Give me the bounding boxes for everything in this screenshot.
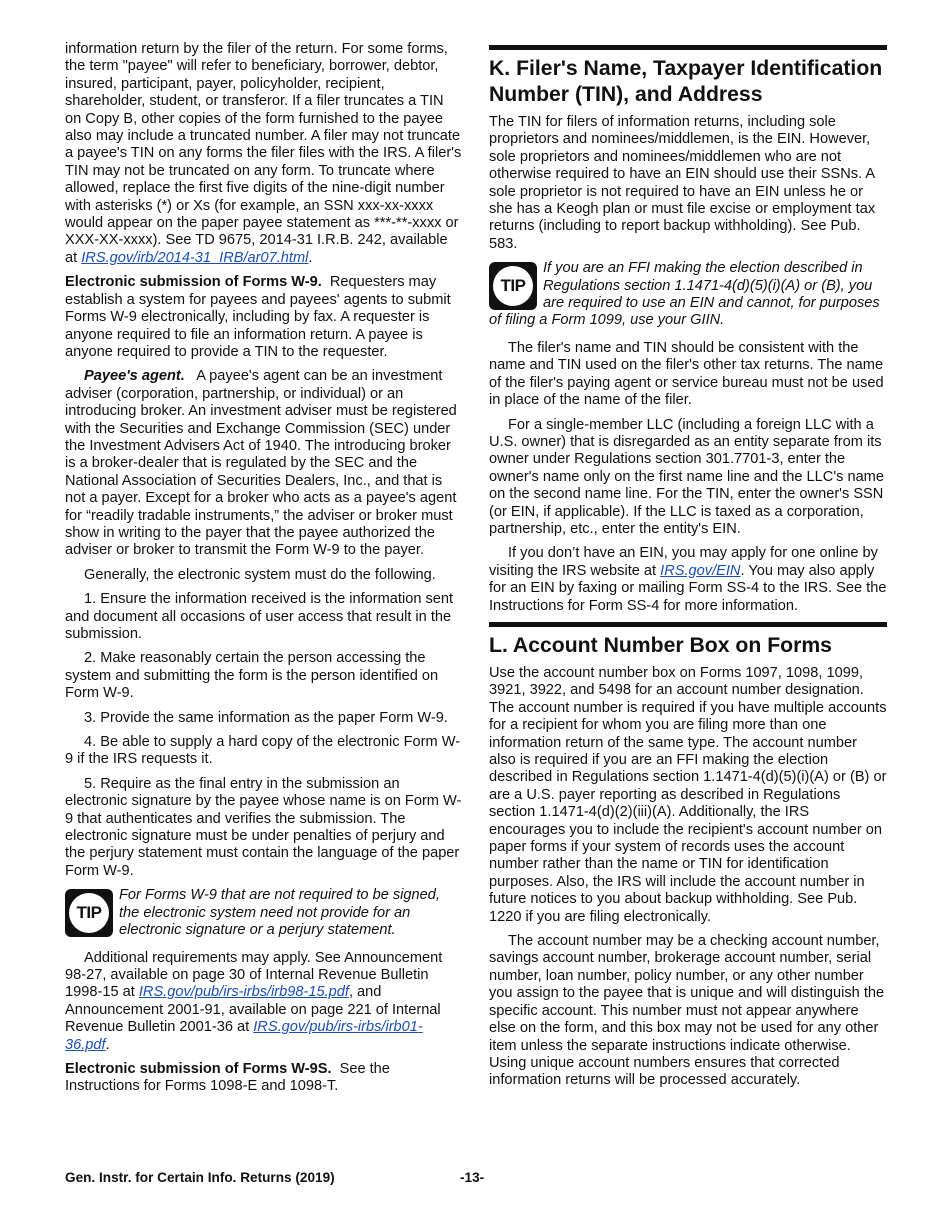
subhead-payees-agent: Payee's agent. [84, 368, 185, 385]
subhead-electronic-w9s: Electronic submission of Forms W-9S. [65, 1060, 332, 1077]
paragraph-payees-agent: Payee's agent. A payee's agent can be an investment adviser (corporation, partnership, or individual) or an introducing broker. An investment adviser must be registered with the Securities and Exchange Commission (SEC) under the Investment Advisers Act of 1940. The introducing broker is a broker-dealer that is regulated by the SEC and the National Association of Securities Dealers, Inc., and that is not a payer. Except for a broker who acts as a payee's agent for “readily tradable instruments,” the adviser or broker must show in writing to the payer that the payee authorized the adviser or broker to transmit the Form W-9 to the payer. [65, 368, 457, 559]
tip-icon: TIP [65, 889, 113, 937]
paragraph-system-requirements: Generally, the electronic system must do the following. [84, 566, 436, 583]
link-irb-2014-31[interactable]: IRS.gov/irb/2014-31_IRB/ar07.html [81, 249, 309, 266]
footer-title: Gen. Instr. for Certain Info. Returns (2019) [65, 1170, 335, 1185]
right-column [489, 41, 887, 1097]
paragraph-account-number-box: Use the account number box on Forms 1097, 1098, 1099, 3921, 3922, and 5498 for an account number designation. The account number is required if you have multiple accounts for a recipient for whom you are filing more than one information return of the same type. The account number also is required if you are an FFI making the election described in Regulations section 1.1471-4(d)(5)(i)(A) or (B) or are a U.S. payer reporting as described in Regulations section 1.1471-4(d)(2)(iii)(A). Additionally, the IRS encourages you to include the recipient's account number on paper forms if your system of records uses the account number rather than the name or TIN for identification purposes. Also, the IRS will include the account number in future notices to you about backup withholding. See Pub. 1220 if you are filing electronically. [489, 664, 887, 925]
paragraph-apply-ein: If you don’t have an EIN, you may apply for one online by visiting the IRS website at IRS.gov/EIN. You may also apply for an EIN by faxing or mailing Form SS-4 to the IRS. See the Instructions for Form SS-4 for more information. [489, 545, 887, 614]
link-irb01-36[interactable]: IRS.gov/pub/irs-irbs/irb01-36.pdf [65, 1019, 423, 1053]
list-item: 3. Provide the same information as the paper Form W-9. [84, 709, 448, 726]
paragraph-additional-requirements: Additional requirements may apply. See Announcement 98-27, available on page 30 of Internal Revenue Bulletin 1998-15 at IRS.gov/pub/irs-irbs/irb98-15.pdf, and Announcement 2001-91, available on page 221 of Internal Revenue Bulletin 2001-36 at IRS.gov/pub/irs-irbs/irb01-36.pdf. [65, 949, 443, 1053]
list-item: 2. Make reasonably certain the person accessing the system and submitting the form is the person identified on Form W-9. [65, 650, 439, 702]
list-item: 1. Ensure the information received is the information sent and document all occasions of user access that result in the submission. [65, 591, 454, 642]
paragraph-single-member-llc: For a single-member LLC (including a foreign LLC with a U.S. owner) that is disregarded as an entity separate from its owner under Regulations section 301.7701-3, enter the owner's name only on the first name line and the LLC's name on the second name line. For the TIN, enter the owner's SSN (or EIN, if applicable). If the LLC is taxed as a corporation, partnership, etc., enter the entity's EIN. [489, 416, 884, 537]
tip-box-w9 [65, 887, 463, 939]
tip-box-ffi [489, 260, 887, 330]
tip-icon: TIP [489, 262, 537, 310]
link-irs-ein[interactable]: IRS.gov/EIN [660, 562, 741, 579]
subhead-electronic-w9: Electronic submission of Forms W-9. [65, 274, 322, 291]
list-item: 5. Require as the final entry in the submission an electronic signature by the payee whose name is on Form W-9 that authenticates and verifies the submission. The electronic signature must be under penalties of perjury and the perjury statement must contain the language of the paper Form W-9. [65, 775, 462, 879]
heading-section-k: K. Filer's Name, Taxpayer Identification Number (TIN), and Address [489, 57, 883, 106]
left-column [65, 41, 463, 1103]
link-irb98-15[interactable]: IRS.gov/pub/irs-irbs/irb98-15.pdf [138, 984, 349, 1001]
page-number: -13- [460, 1170, 485, 1185]
paragraph-truncation: information return by the filer of the return. For some forms, the term "payee" will refer to beneficiary, borrower, debtor, insured, participant, payer, policyholder, recipient, shareholder, student, or transferor. If a filer truncates a TIN on Copy B, other copies of the form furnished to the payee also may include a truncated number. A filer may not truncate a payee's TIN on any forms the filer files with the IRS. A filer's TIN may not be truncated on any form. To truncate where allowed, replace the first five digits of the nine-digit number with asterisks (*) or Xs (for example, an SSN xxx-xx-xxxx would appear on the paper payee statement as ***-**-xxxx or XXX-XX-xxxx). See TD 9675, 2014-31 I.R.B. 242, available at IRS.gov/irb/2014-31_IRB/ar07.html. [65, 41, 462, 266]
section-divider [489, 622, 887, 627]
paragraph-tin-filers: The TIN for filers of information returns, including sole proprietors and nominees/middlemen, is the EIN. However, sole proprietors and nominees/middlemen who are not otherwise required to have an EIN should use their SSNs. A sole proprietor is not required to have an EIN unless he or she has a Keogh plan or must file excise or employment tax returns (including to report backup withholding). See Pub. 583. [489, 114, 876, 252]
tip-text: If you are an FFI making the election described in Regulations section 1.1471-4(d)(5)(i)(A) or (B), you are required to use an EIN and cannot, for purposes of filing a Form 1099, use your GIIN. [489, 260, 880, 329]
section-divider [489, 45, 887, 50]
paragraph-electronic-w9s: Electronic submission of Forms W-9S. See the Instructions for Forms 1098-E and 1098-T. [65, 1060, 390, 1095]
tip-text: For Forms W-9 that are not required to be signed, the electronic system need not provide for an electronic signature or a perjury statement. [119, 887, 440, 939]
list-item: 4. Be able to supply a hard copy of the electronic Form W-9 if the IRS requests it. [65, 734, 461, 768]
page-footer [65, 1169, 887, 1186]
paragraph-name-consistency: The filer's name and TIN should be consistent with the name and TIN used on the filer's other tax returns. The name of the filer's paying agent or service bureau must not be used in place of the name of the filer. [489, 339, 884, 409]
paragraph-electronic-w9: Electronic submission of Forms W-9. Requesters may establish a system for payees and payees' agents to submit Forms W-9 electronically, including by fax. A requester is anyone required to file an information return. A payee is anyone required to provide a TIN to the requester. [65, 274, 451, 360]
heading-section-l: L. Account Number Box on Forms [489, 633, 832, 657]
paragraph-account-number-types: The account number may be a checking account number, savings account number, brokerage account number, serial number, loan number, policy number, or any other number you assign to the payee that is unique and will distinguish the specific account. This number must not appear anywhere else on the form, and this box may not be used for any other item unless the separate instructions indicate otherwise. Using unique account numbers ensures that corrected information returns will be processed accurately. [489, 933, 885, 1089]
